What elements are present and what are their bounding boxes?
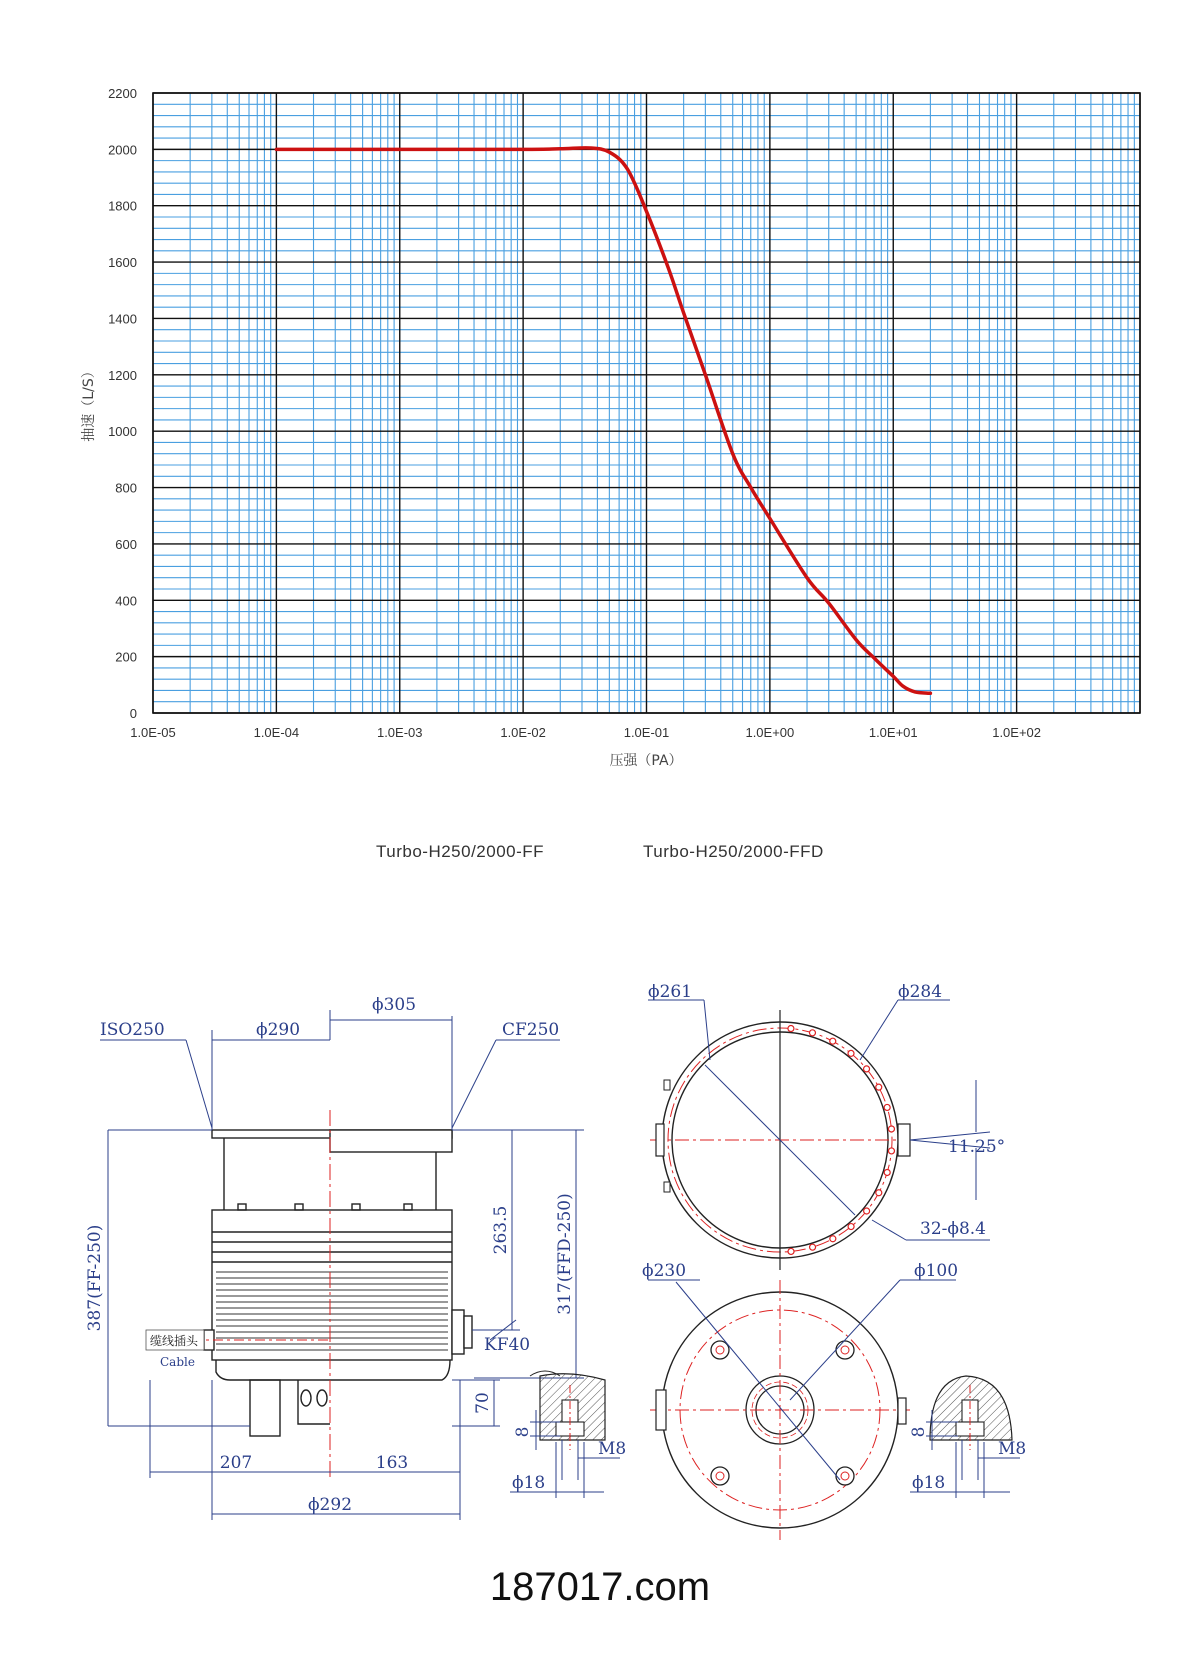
y-tick-label: 2200 [108,86,137,101]
x-tick-labels [130,725,1041,740]
y-tick-label: 1600 [108,255,137,271]
model-label-ff: Turbo-H250/2000-FF [376,842,545,861]
h387-label: 387(FF-250) [85,1224,105,1332]
y-tick-label: 200 [115,649,137,665]
bolt-hole [888,1148,894,1154]
angle-label: 11.25° [948,1137,1006,1157]
w163-label: 163 [375,1453,409,1473]
d261-label: ϕ261 [648,982,693,1002]
bolt-hole [848,1224,854,1230]
cable-label-cn: 缆线插头 [150,1334,199,1348]
h70-label: 70 [473,1392,493,1414]
y-tick-label: 1800 [108,198,137,214]
bolt-hole [864,1066,870,1072]
d290-label: ϕ290 [256,1020,301,1040]
detail-right-d18: ϕ18 [912,1473,946,1493]
bolt-hole [864,1208,870,1214]
model-label-ffd: Turbo-H250/2000-FFD [643,842,824,861]
bolt-hole [830,1038,836,1044]
d284-label: ϕ284 [898,982,943,1002]
h317-label: 317(FFD-250) [555,1193,575,1315]
y-tick-label: 600 [115,536,137,552]
w207-label: 207 [219,1453,253,1473]
cf250-label: CF250 [502,1020,560,1040]
d230-label: ϕ230 [642,1261,687,1281]
y-tick-label: 2000 [108,142,137,158]
bolt-hole [876,1190,882,1196]
d305-label: ϕ305 [372,995,417,1015]
bolt-hole [809,1030,815,1036]
x-tick-label: 1.0E+00 [745,725,795,740]
holes-label: 32-ϕ8.4 [920,1219,986,1239]
watermark: 187017.com [489,1565,711,1609]
x-tick-label: 1.0E+01 [868,725,918,740]
x-tick-label: 1.0E-05 [130,725,176,740]
bolt-hole [888,1126,894,1132]
pump-side-view [204,1130,472,1436]
flange-dimension-lines [648,1000,990,1240]
major-gridlines [153,93,1140,713]
detail-right-h8: 8 [909,1426,929,1438]
x-tick-label: 1.0E-04 [253,725,300,740]
bolt-hole [830,1236,836,1242]
pumping-speed-chart [0,0,1200,770]
detail-view-left [530,1371,605,1450]
bolt-hole [810,1244,816,1250]
bolt-hole [848,1050,854,1056]
kf40-label: KF40 [484,1335,531,1355]
y-tick-label: 1400 [108,311,137,327]
y-tick-label: 400 [115,593,137,609]
y-tick-label: 1200 [108,367,137,383]
detail-left-d18: ϕ18 [512,1473,546,1493]
y-tick-label: 0 [129,706,137,721]
x-tick-label: 1.0E-02 [500,725,546,740]
d100-label: ϕ100 [914,1261,959,1281]
y-tick-label: 800 [115,480,137,496]
detail-left-h8: 8 [513,1426,533,1438]
d292-label: ϕ292 [307,1495,353,1515]
technical-drawing [0,980,1200,1580]
y-tick-label: 1000 [108,424,137,440]
x-tick-label: 1.0E-01 [623,725,670,740]
bottom-view-dimension-lines [648,1280,956,1480]
bolt-hole [884,1169,890,1175]
h263-label: 263.5 [491,1205,511,1255]
cable-label-en: Cable [160,1355,195,1369]
bolt-hole [788,1248,794,1254]
iso250-label: ISO250 [100,1020,165,1040]
bolt-hole [788,1026,794,1032]
bolt-hole [884,1104,890,1110]
detail-left-m8: M8 [598,1439,627,1459]
minor-gridlines-x [190,93,1134,713]
x-tick-label: 1.0E+02 [992,725,1042,740]
y-tick-labels [108,86,137,721]
x-axis-title: 压强（PA） [609,753,683,769]
bolt-hole [876,1084,882,1090]
pump-bottom-view [650,1280,910,1540]
x-tick-label: 1.0E-03 [376,725,423,740]
y-axis-title: 抽速（L/S） [81,364,97,442]
detail-right-m8: M8 [998,1439,1027,1459]
